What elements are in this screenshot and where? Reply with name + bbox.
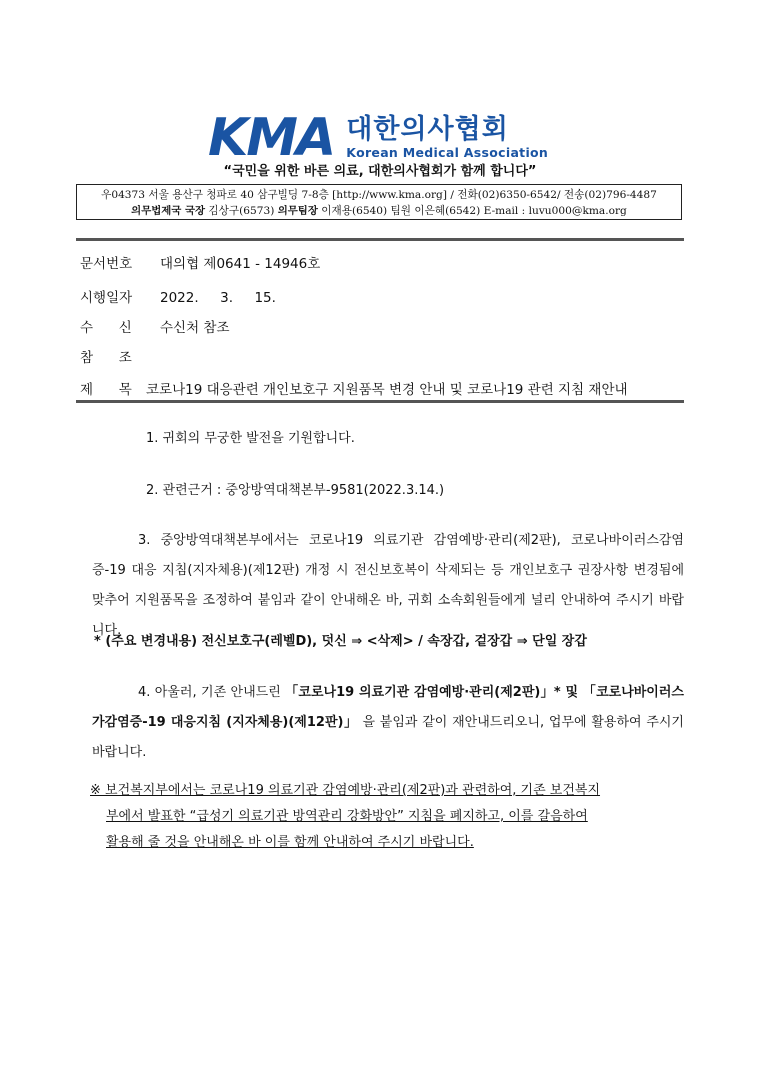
notice-line-3: 활용해 줄 것을 안내해온 바 이를 함께 안내하여 주시기 바랍니다.	[106, 835, 474, 850]
paragraph-2: 2. 관련근거 : 중앙방역대책본부-9581(2022.3.14.)	[146, 483, 445, 498]
contact-box	[76, 184, 682, 220]
date-value: 2022. 3. 15.	[160, 290, 276, 306]
p4-intro: 4. 아울러, 기존 안내드린	[138, 685, 286, 700]
notice-line-2: 부에서 발표한 “급성기 의료기관 방역관리 강화방안” 지침을 폐지하고, 이를 갈음하여	[106, 809, 588, 824]
reference-row	[80, 346, 160, 366]
top-divider	[76, 238, 684, 241]
subject-label: 제 목	[80, 382, 132, 398]
doc-number-value: 대의협 제0641 - 14946호	[160, 256, 321, 272]
doc-number-row	[80, 252, 320, 272]
subject-value: 코로나19 대응관련 개인보호구 지원품목 변경 안내 및 코로나19 관련 지침 재안내	[146, 382, 628, 398]
contact-line-1: 우04373 서울 용산구 청파로 40 삼구빌딩 7-8층 [http://www.kma.org] / 전화(02)6350-6542/ 전송(02)796-4487	[101, 189, 657, 201]
date-row	[80, 286, 276, 306]
contact-label-director: 의무법제국 국장	[131, 205, 206, 217]
logo-korean-name: 대한의사협회	[346, 114, 509, 146]
notice-block	[90, 778, 682, 856]
contact-person-director: 김상구(6573)	[205, 205, 278, 217]
p4-guidelines: 「코로나19 의료기관 감염예방·관리(제2판)」* 및 「코로나바이러스가감염증-19 대응지침 (지자체용)(제12판)」	[92, 685, 684, 730]
kma-logo	[208, 108, 549, 168]
p4-closing: 을 붙임과 같이 재안내드리오니, 업무에 활용하여 주시기 바랍니다.	[92, 715, 684, 760]
doc-number-label: 문서번호	[80, 256, 133, 272]
notice-line-1: ※ 보건복지부에서는 코로나19 의료기관 감염예방·관리(제2판)과 관련하여, 기존 보건복지	[90, 783, 601, 798]
contact-line-2	[77, 203, 681, 219]
contact-label-team: 의무팀장	[277, 205, 318, 217]
subject-divider	[76, 400, 684, 403]
subject-row	[80, 378, 628, 398]
recipient-label: 수 신	[80, 320, 132, 336]
recipient-row	[80, 316, 230, 336]
paragraph-4	[92, 678, 684, 768]
paragraph-3: 3. 중앙방역대책본부에서는 코로나19 의료기관 감염예방·관리(제2판), 코로나바이러스감염증-19 대응 지침(지자체용)(제12판) 개정 시 전신보호복이 삭제되는 등 개인보호구 권장사항 변경됨에 맞추어 지원품목을 조정하여 붙임과 같이 안내해온 바, 귀회 소속회원들에게 널리 안내하여 주시기 바랍니다.	[92, 533, 684, 638]
slogan: “국민을 위한 바른 의료, 대한의사협회가 함께 합니다”	[223, 164, 537, 179]
change-note: * (주요 변경내용) 전신보호구(레벨D), 덧신 ⇒ <삭제> / 속장갑, 겉장갑 ⇒ 단일 장갑	[94, 634, 587, 649]
paragraph-1: 1. 귀회의 무궁한 발전을 기원합니다.	[146, 431, 355, 446]
logo-english-name: Korean Medical Association	[346, 144, 549, 160]
contact-rest: 이재용(6540) 팀원 이은혜(6542) E-mail : luvu000@kma.org	[317, 205, 627, 217]
recipient-value: 수신처 참조	[160, 320, 230, 336]
logo-text	[346, 116, 548, 159]
logo-mark: KMA	[208, 108, 335, 168]
reference-label: 참 조	[80, 350, 132, 366]
date-label: 시행일자	[80, 290, 133, 306]
